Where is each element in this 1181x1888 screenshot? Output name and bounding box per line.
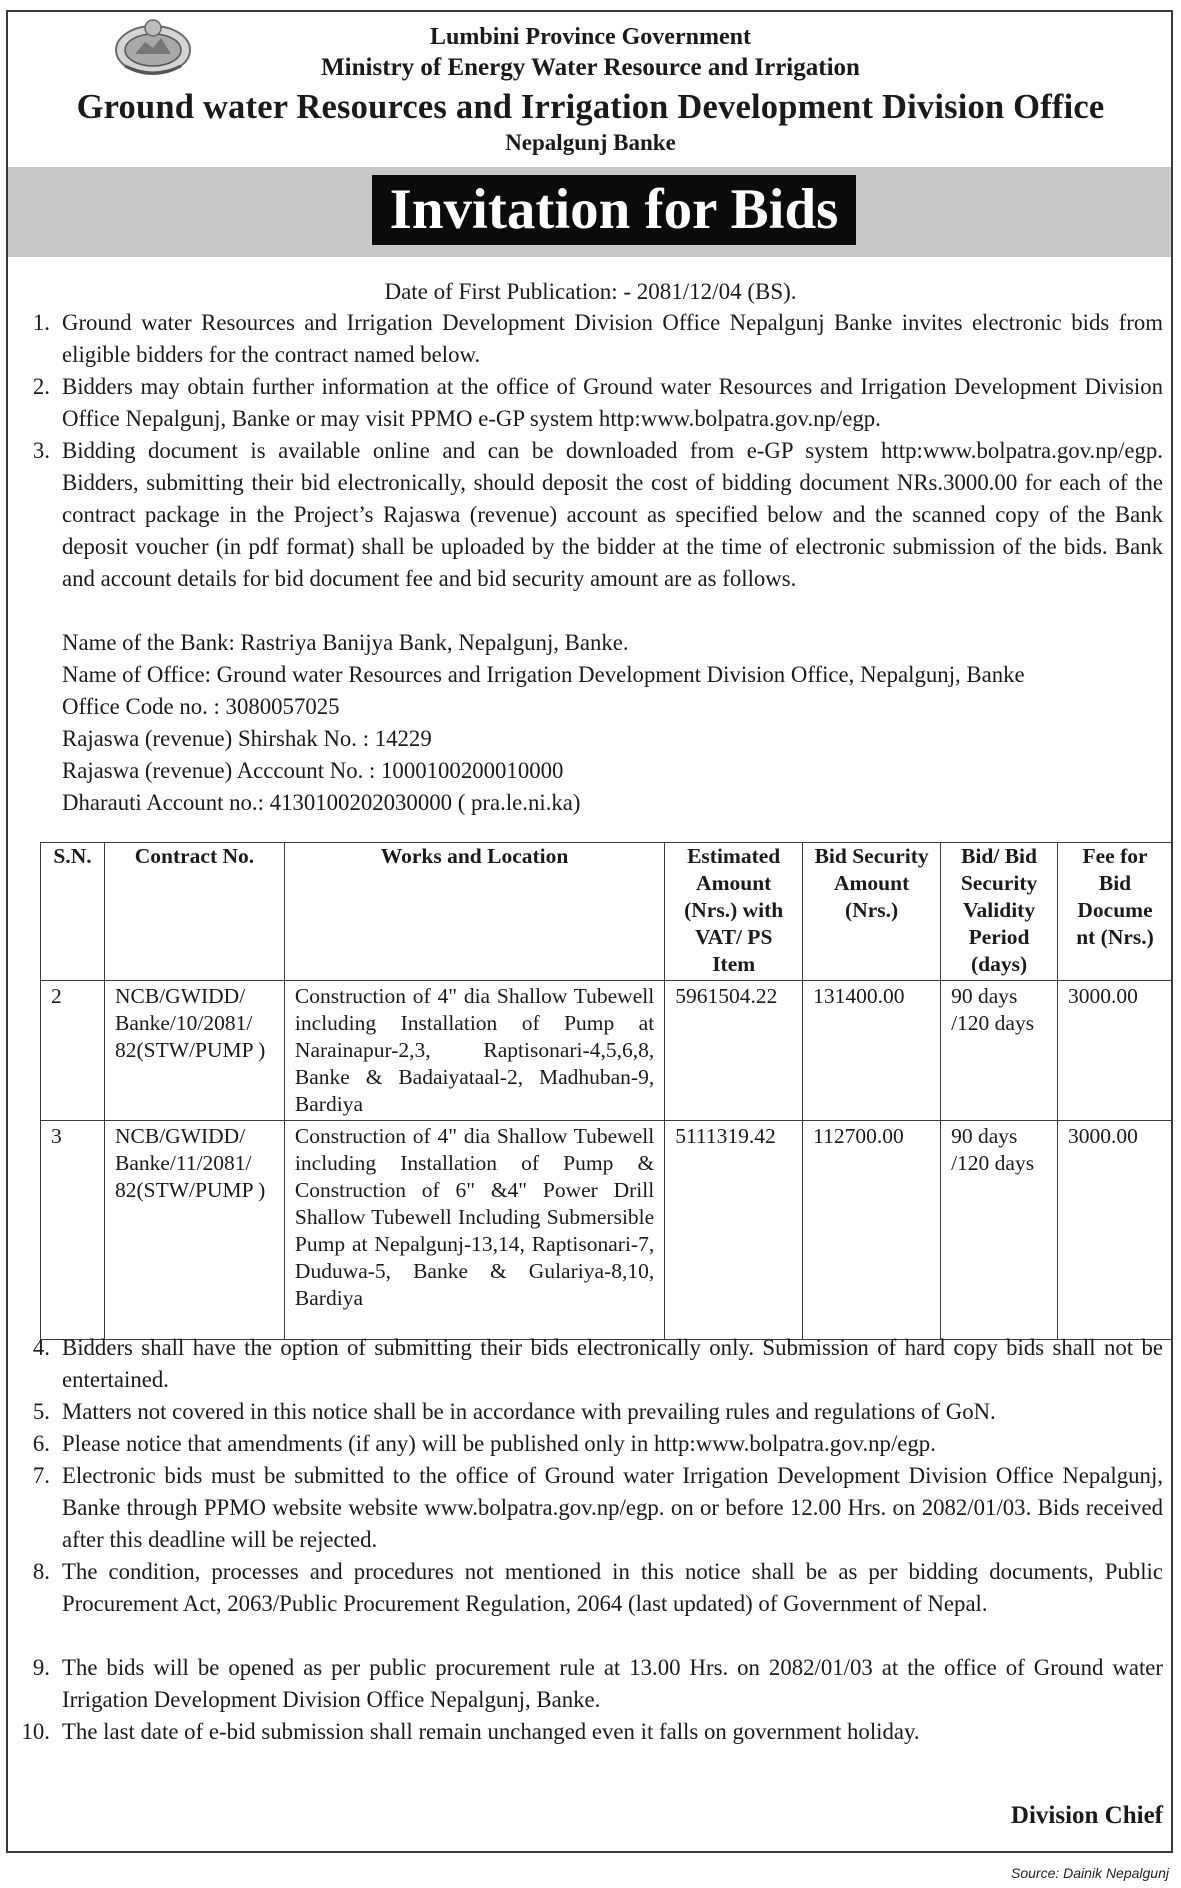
item-number: 8. [32,1559,50,1584]
cell-fee: 3000.00 [1058,981,1173,1121]
item-number: 3. [32,438,50,463]
page-title: Invitation for Bids [372,175,856,245]
item-text: Bidders may obtain further information at the office of Ground water Resources and Irrigation Development Division Office Nepalgunj, Banke or may visit PPMO e-GP system http:www.bolpatra.gov.np/egp. [62,374,1163,431]
publication-date: Date of First Publication: - 2081/12/04 (BS). [384,279,797,304]
signature: Division Chief [1010,1802,1163,1829]
item-text: Bidders shall have the option of submitting their bids electronically only. Submission of hard copy bids shall not be entertained. [62,1335,1163,1392]
cell-works: Construction of 4" dia Shallow Tubewell including Installation of Pump & Construction of 6" &4" Power Drill Shallow Tubewell Including Submersible Pump at Nepalgunj-13,14, Raptisonari-7, Duduwa-5, Banke & Gulariya-8,10, Bardiya [284,1121,664,1340]
table-row [41,981,1173,1121]
cell-contract: NCB/GWIDD/ Banke/10/2081/ 82(STW/PUMP ) [104,981,284,1121]
cell-validity: 90 days /120 days [941,981,1058,1121]
cell-fee: 3000.00 [1058,1121,1173,1340]
item-text: Electronic bids must be submitted to the office of Ground water Irrigation Development Division Office Nepalgunj, Banke through PPMO website website www.bolpatra.gov.np/egp. on or before 12.00 Hrs. on 2082/01/03. Bids received after this deadline will be rejected. [62,1463,1163,1552]
office-name: Ground water Resources and Irrigation Development Division Office [76,88,1105,126]
table-header-row [41,843,1173,981]
col-validity: Bid/ Bid Security Validity Period (days) [941,843,1058,981]
item-text: Matters not covered in this notice shall be in accordance with prevailing rules and regulations of GoN. [62,1399,996,1424]
item-number: 4. [32,1335,50,1360]
cell-estimated: 5961504.22 [665,981,803,1121]
cell-security: 131400.00 [803,981,941,1121]
item-number: 7. [32,1463,50,1488]
office-detail: Name of Office: Ground water Resources and Irrigation Development Division Office, Nepalgunj, Banke [62,662,1025,687]
office-code: Office Code no. : 3080057025 [62,694,340,719]
cell-security: 112700.00 [803,1121,941,1340]
government-name: Lumbini Province Government [430,24,751,50]
col-contract: Contract No. [104,843,284,981]
item-text: The last date of e-bid submission shall remain unchanged even it falls on government holiday. [62,1719,920,1744]
revenue-account: Rajaswa (revenue) Acccount No. : 1000100200010000 [62,758,564,783]
col-security: Bid Security Amount (Nrs.) [803,843,941,981]
item-text: Ground water Resources and Irrigation Development Division Office Nepalgunj Banke invites electronic bids from eligible bidders for the contract named below. [62,310,1163,367]
col-works: Works and Location [284,843,664,981]
dharauti-account: Dharauti Account no.: 4130100202030000 ( pra.le.ni.ka) [62,790,581,815]
cell-sn: 2 [41,981,105,1121]
item-text: Please notice that amendments (if any) will be published only in http:www.bolpatra.gov.np/egp. [62,1431,936,1456]
cell-works: Construction of 4" dia Shallow Tubewell including Installation of Pump at Narainapur-2,3, Raptisonari-4,5,6,8, Banke & Badaiyataal-2, Madhuban-9, Bardiya [284,981,664,1121]
bank-name: Name of the Bank: Rastriya Banijya Bank, Nepalgunj, Banke. [62,630,629,655]
item-number: 2. [32,374,50,399]
item-text: The bids will be opened as per public procurement rule at 13.00 Hrs. on 2082/01/03 at the office of Ground water Irrigation Development Division Office Nepalgunj, Banke. [62,1655,1163,1712]
revenue-shirshak: Rajaswa (revenue) Shirshak No. : 14229 [62,726,432,751]
cell-contract: NCB/GWIDD/ Banke/11/2081/ 82(STW/PUMP ) [104,1121,284,1340]
cell-sn: 3 [41,1121,105,1340]
item-text: Bidding document is available online and can be downloaded from e-GP system http:www.bolpatra.gov.np/egp. Bidders, submitting their bid electronically, should deposit the cost of bidding document NRs.3000.00 for each of the contract package in the Project’s Rajaswa (revenue) account as specified below and the scanned copy of the Bank deposit voucher (in pdf format) shall be uploaded by the bidder at the time of electronic submission of the bids. Bank and account details for bid document fee and bid security amount are as follows. [62,438,1163,591]
item-text: The condition, processes and procedures not mentioned in this notice shall be as per bidding documents, Public Procurement Act, 2063/Public Procurement Regulation, 2064 (last updated) of Government of Nepal. [62,1559,1163,1616]
ministry-name: Ministry of Energy Water Resource and Irrigation [321,54,860,81]
cell-validity: 90 days /120 days [941,1121,1058,1340]
item-number: 6. [32,1431,50,1456]
col-sn: S.N. [41,843,105,981]
source-credit: Source: Dainik Nepalgunj [1011,1865,1169,1881]
item-number: 10. [21,1719,50,1744]
cell-estimated: 5111319.42 [665,1121,803,1340]
office-location: Nepalgunj Banke [505,130,676,155]
table-row [41,1121,1173,1340]
col-estimated: Estimated Amount (Nrs.) with VAT/ PS Item [665,843,803,981]
item-number: 1. [32,310,50,335]
bids-table [40,842,1173,1340]
col-fee: Fee for Bid Docume nt (Nrs.) [1058,843,1173,981]
item-number: 5. [32,1399,50,1424]
item-number: 9. [32,1655,50,1680]
